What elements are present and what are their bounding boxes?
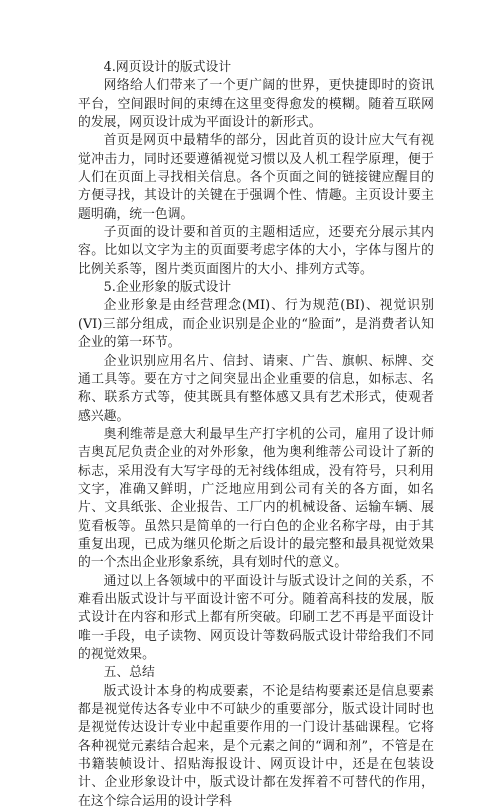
paragraph-corporate-applications: 企业识别应用名片、信封、请柬、广告、旗帜、标牌、交通工具等。要在方寸之间突显出企业重要的信息，如标志、名称、联系方式等，使其既具有整体感又具有艺术形式，使观者感兴趣。 xyxy=(78,353,434,424)
document-page xyxy=(78,59,434,811)
paragraph-summary: 版式设计本身的构成要素，不论是结构要素还是信息要素都是视觉传达各专业中不可缺少的重要部分，版式设计同时也是视觉传达设计专业中起重要作用的一门设计基础课程。它将各种视觉元素结合起来，是个元素之间的“调和剂”，不管是在书籍装帧设计、招贴海报设计、网页设计中，还是在包装设计、企业形象设计中，版式设计都在发挥着不可替代的作用，在这个综合运用的设计学科 xyxy=(78,683,434,809)
section-heading-web-layout: 4.网页设计的版式设计 xyxy=(103,60,232,75)
paragraph-subpage: 子页面的设计要和首页的主题相适应，还要充分展示其内容。比如以文字为主的页面要考虑字体的大小，字体与图片的比例关系等，图片类页面图片的大小、排列方式等。 xyxy=(78,225,434,277)
paragraph-corporate-composition: 企业形象是由经营理念(MI)、行为规范(BI)、视觉识别(VI)三部分组成，而企业识别是企业的“脸面”，是消费者认知企业的第一环节。 xyxy=(78,298,434,351)
section-heading-corporate-identity: 5.企业形象的版式设计 xyxy=(103,280,232,296)
paragraph-relationship: 通过以上各领域中的平面设计与版式设计之间的关系，不难看出版式设计与平面设计密不可分。随着高科技的发展，版式设计在内容和形式上都有所突破。印刷工艺不再是平面设计唯一手段，电子读物、网页设计等数码版式设计带给我们不同的视觉效果。 xyxy=(78,573,434,662)
section-heading-summary: 五、总结 xyxy=(103,665,155,681)
paragraph-homepage: 首页是网页中最精华的部分，因此首页的设计应大气有视觉冲击力，同时还要遵循视觉习惯以及人机工程学原理，便于人们在页面上寻找相关信息。各个页面之间的链接键应醒目的方便寻找，其设计的关键在于强调个性、情趣。主页设计要主题明确，统一色调。 xyxy=(78,133,434,222)
paragraph-olivetti: 奥利维蒂是意大利最早生产打字机的公司，雇用了设计师吉奥瓦尼负责企业的对外形象，他为奥利维蒂公司设计了新的标志，采用没有大写字母的无衬线体组成，没有符号，只利用文字，准确又鲜明，广泛地应用到公司有关的各方面，如名片、文具纸张、企业报告、工厂内的机械设备、运输车辆、展览看板等。虽然只是简单的一行白色的企业名称字母，由于其重复出现，已成为继贝伦斯之后设计的最完整和最具视觉效果的一个杰出企业形象系统，具有划时代的意义。 xyxy=(78,426,434,571)
paragraph-web-intro: 网络给人们带来了一个更广阔的世界，更快捷即时的资讯平台，空间跟时间的束缚在这里变得愈发的模糊。随着互联网的发展，网页设计成为平面设计的新形式。 xyxy=(78,78,434,131)
